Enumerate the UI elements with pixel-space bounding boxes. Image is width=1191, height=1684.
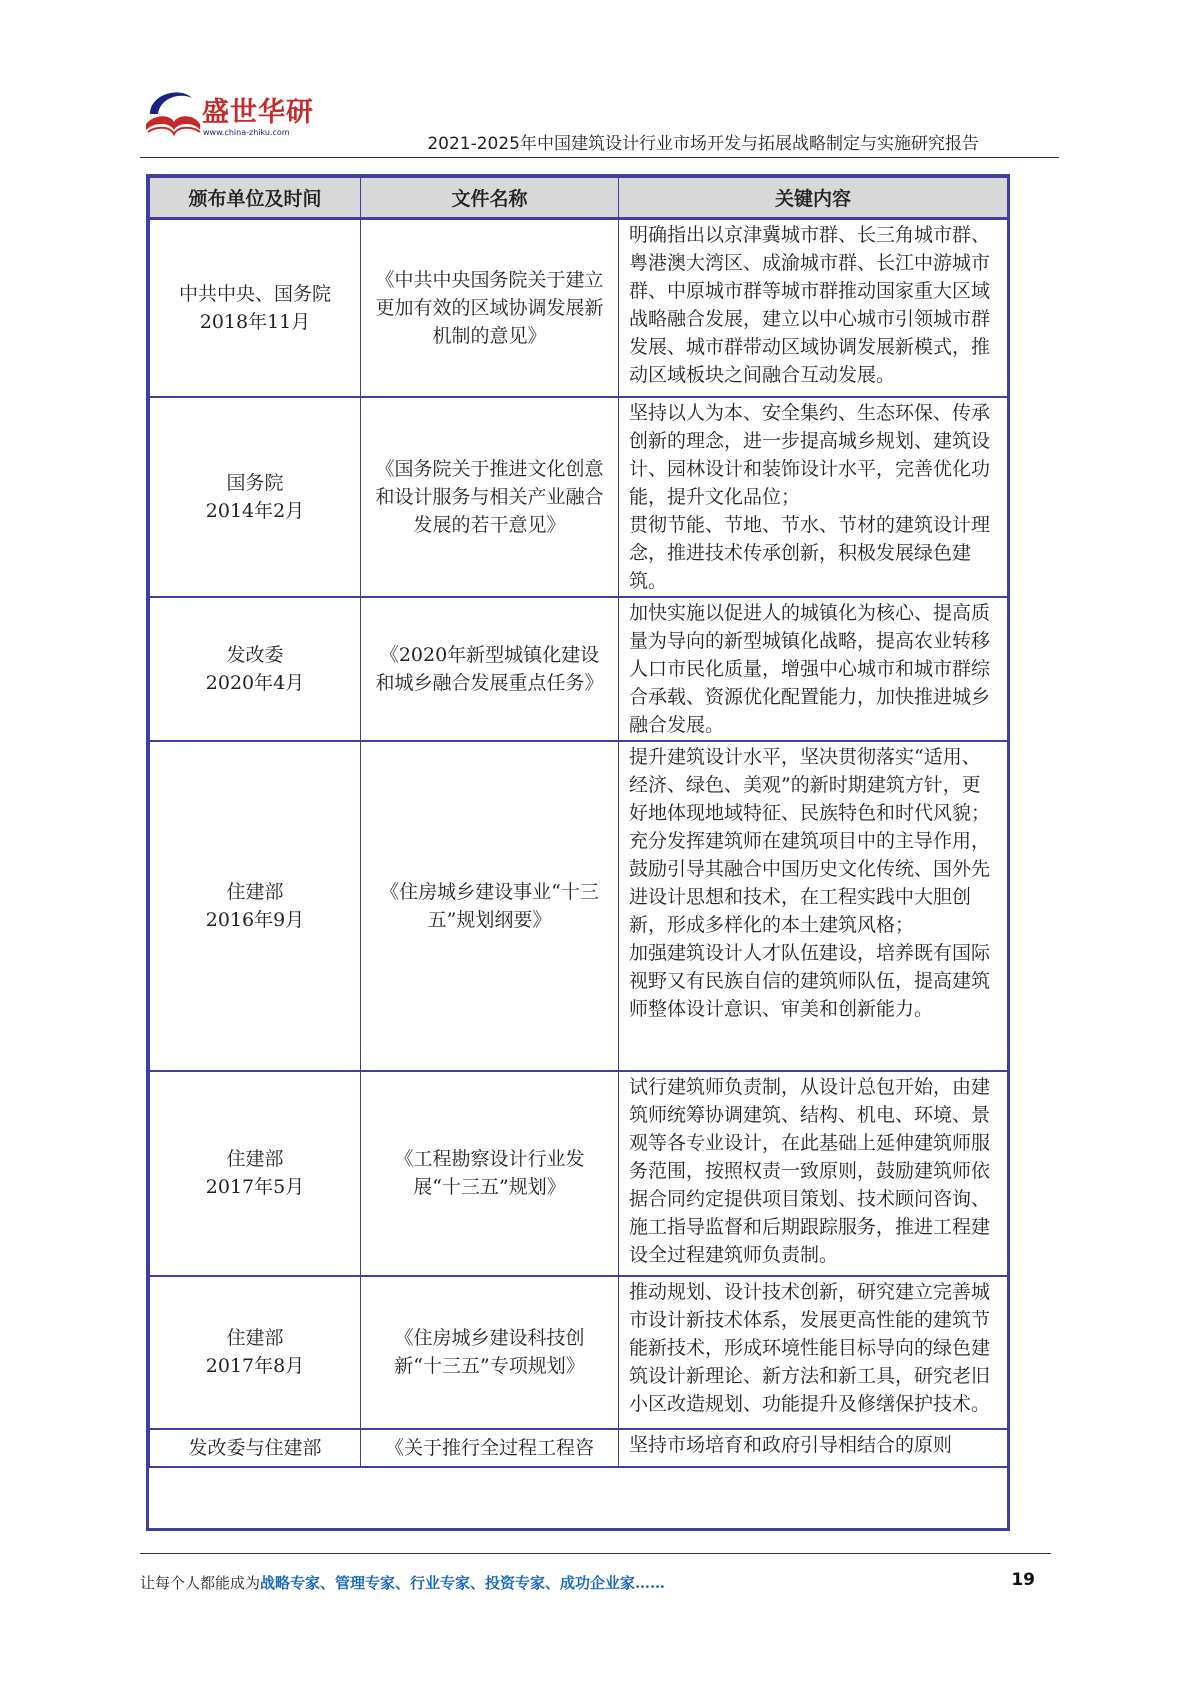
header-divider xyxy=(140,157,1059,158)
page-number: 19 xyxy=(1011,1570,1035,1590)
table-header-row xyxy=(150,178,1008,219)
unit-cell xyxy=(150,1276,361,1429)
table-row xyxy=(150,741,1008,1071)
issuer: 国务院 xyxy=(226,471,284,494)
content-paragraph: 明确指出以京津冀城市群、长三角城市群、粤港澳大湾区、成渝城市群、长江中游城市群、中原城市群等城市群推动国家重大区域战略融合发展，建立以中心城市引领城市群发展、城市群带动区域协调发展新模式，推动区域板块之间融合互动发展。 xyxy=(629,224,991,386)
document-name-cell: 《工程勘察设计行业发展“十三五”规划》 xyxy=(361,1071,619,1276)
footer-slogan xyxy=(140,1572,665,1593)
issue-date: 2016年9月 xyxy=(205,908,305,931)
key-content-cell xyxy=(619,397,1008,597)
key-content-cell xyxy=(619,1276,1008,1429)
footer-divider xyxy=(140,1553,1051,1554)
key-content-cell xyxy=(619,741,1008,1071)
document-name-cell: 《中共中央国务院关于建立更加有效的区域协调发展新机制的意见》 xyxy=(361,219,619,397)
table-row xyxy=(150,397,1008,597)
logo-url: www.china-zhiku.com xyxy=(203,128,290,137)
key-content-cell xyxy=(619,597,1008,741)
document-name-cell: 《住房城乡建设科技创新“十三五”专项规划》 xyxy=(361,1276,619,1429)
table-row xyxy=(150,219,1008,397)
issuer: 住建部 xyxy=(226,1148,284,1170)
unit-cell xyxy=(150,1071,361,1276)
book-swoosh-icon xyxy=(140,84,204,148)
unit-cell xyxy=(150,741,361,1071)
issue-date: 2014年2月 xyxy=(205,499,305,522)
content-paragraph: 试行建筑师负责制，从设计总包开始，由建筑师统筹协调建筑、结构、机电、环境、景观等各专业设计，在此基础上延伸建筑师服务范围，按照权责一致原则，鼓励建筑师依据合同约定提供项目策划、技术顾问咨询、施工指导监督和后期跟踪服务，推进工程建设全过程建筑师负责制。 xyxy=(629,1075,991,1266)
column-header-unit: 颁布单位及时间 xyxy=(150,178,361,219)
table-row xyxy=(150,1429,1008,1467)
company-logo xyxy=(140,84,320,148)
content-paragraph: 坚持市场培育和政府引导相结合的原则 xyxy=(629,1433,953,1456)
issuer: 中共中央、国务院 xyxy=(178,282,331,305)
content-paragraph: 推动规划、设计技术创新，研究建立完善城市设计新技术体系，发展更高性能的建筑节能新技术，形成环境性能目标导向的绿色建筑设计新理论、新方法和新工具，研究老旧小区改造规划、功能提升及修缮保护技术。 xyxy=(629,1280,991,1415)
issuer: 住建部 xyxy=(226,880,284,903)
unit-cell xyxy=(150,397,361,597)
content-paragraph: 坚持以人为本、安全集约、生态环保、传承创新的理念，进一步提高城乡规划、建筑设计、园林设计和装饰设计水平，完善优化功能，提升文化品位； xyxy=(629,401,991,508)
key-content-cell xyxy=(619,1071,1008,1276)
column-header-name: 文件名称 xyxy=(361,178,619,219)
content-paragraph: 加快实施以促进人的城镇化为核心、提高质量为导向的新型城镇化战略，提高农业转移人口市民化质量，增强中心城市和城市群综合承载、资源优化配置能力，加快推进城乡融合发展。 xyxy=(629,601,991,736)
document-title: 2021-2025年中国建筑设计行业市场开发与拓展战略制定与实施研究报告 xyxy=(427,134,979,154)
table-row xyxy=(150,1276,1008,1429)
key-content-cell xyxy=(619,219,1008,397)
table-row xyxy=(150,597,1008,741)
content-paragraph: 充分发挥建筑师在建筑项目中的主导作用，鼓励引导其融合中国历史文化传统、国外先进设计思想和技术，在工程实践中大胆创新，形成多样化的本土建筑风格； xyxy=(629,829,991,936)
unit-cell xyxy=(150,597,361,741)
document-name-cell: 《住房城乡建设事业“十三五”规划纲要》 xyxy=(361,741,619,1071)
table-row xyxy=(150,1071,1008,1276)
issue-date: 2017年5月 xyxy=(205,1176,305,1198)
content-paragraph: 加强建筑设计人才队伍建设，培养既有国际视野又有民族自信的建筑师队伍，提高建筑师整体设计意识、审美和创新能力。 xyxy=(629,941,991,1020)
document-name-cell: 《2020年新型城镇化建设和城乡融合发展重点任务》 xyxy=(361,597,619,741)
issuer: 发改委 xyxy=(226,643,284,666)
key-content-cell xyxy=(619,1429,1008,1467)
column-header-content: 关键内容 xyxy=(619,178,1008,219)
footer-slogan-highlight: 战略专家、管理专家、行业专家、投资专家、成功企业家…… xyxy=(260,1574,666,1592)
content-paragraph: 贯彻节能、节地、节水、节材的建筑设计理念，推进技术传承创新，积极发展绿色建筑。 xyxy=(629,513,991,592)
policy-table xyxy=(146,174,1010,1531)
content-paragraph: 提升建筑设计水平，坚决贯彻落实“适用、经济、绿色、美观”的新时期建筑方针，更好地体现地域特征、民族特色和时代风貌； xyxy=(629,745,991,824)
unit-cell xyxy=(150,1429,361,1467)
logo-wordmark: 盛世华研 xyxy=(202,97,314,128)
issue-date: 2020年4月 xyxy=(205,671,305,694)
issuer: 发改委与住建部 xyxy=(188,1436,322,1459)
issuer: 住建部 xyxy=(226,1327,284,1349)
footer-slogan-prefix: 让每个人都能成为 xyxy=(140,1574,261,1592)
document-name-cell: 《关于推行全过程工程咨 xyxy=(361,1429,619,1467)
document-name-cell: 《国务院关于推进文化创意和设计服务与相关产业融合发展的若干意见》 xyxy=(361,397,619,597)
issue-date: 2017年8月 xyxy=(205,1355,305,1377)
unit-cell xyxy=(150,219,361,397)
issue-date: 2018年11月 xyxy=(199,310,311,333)
